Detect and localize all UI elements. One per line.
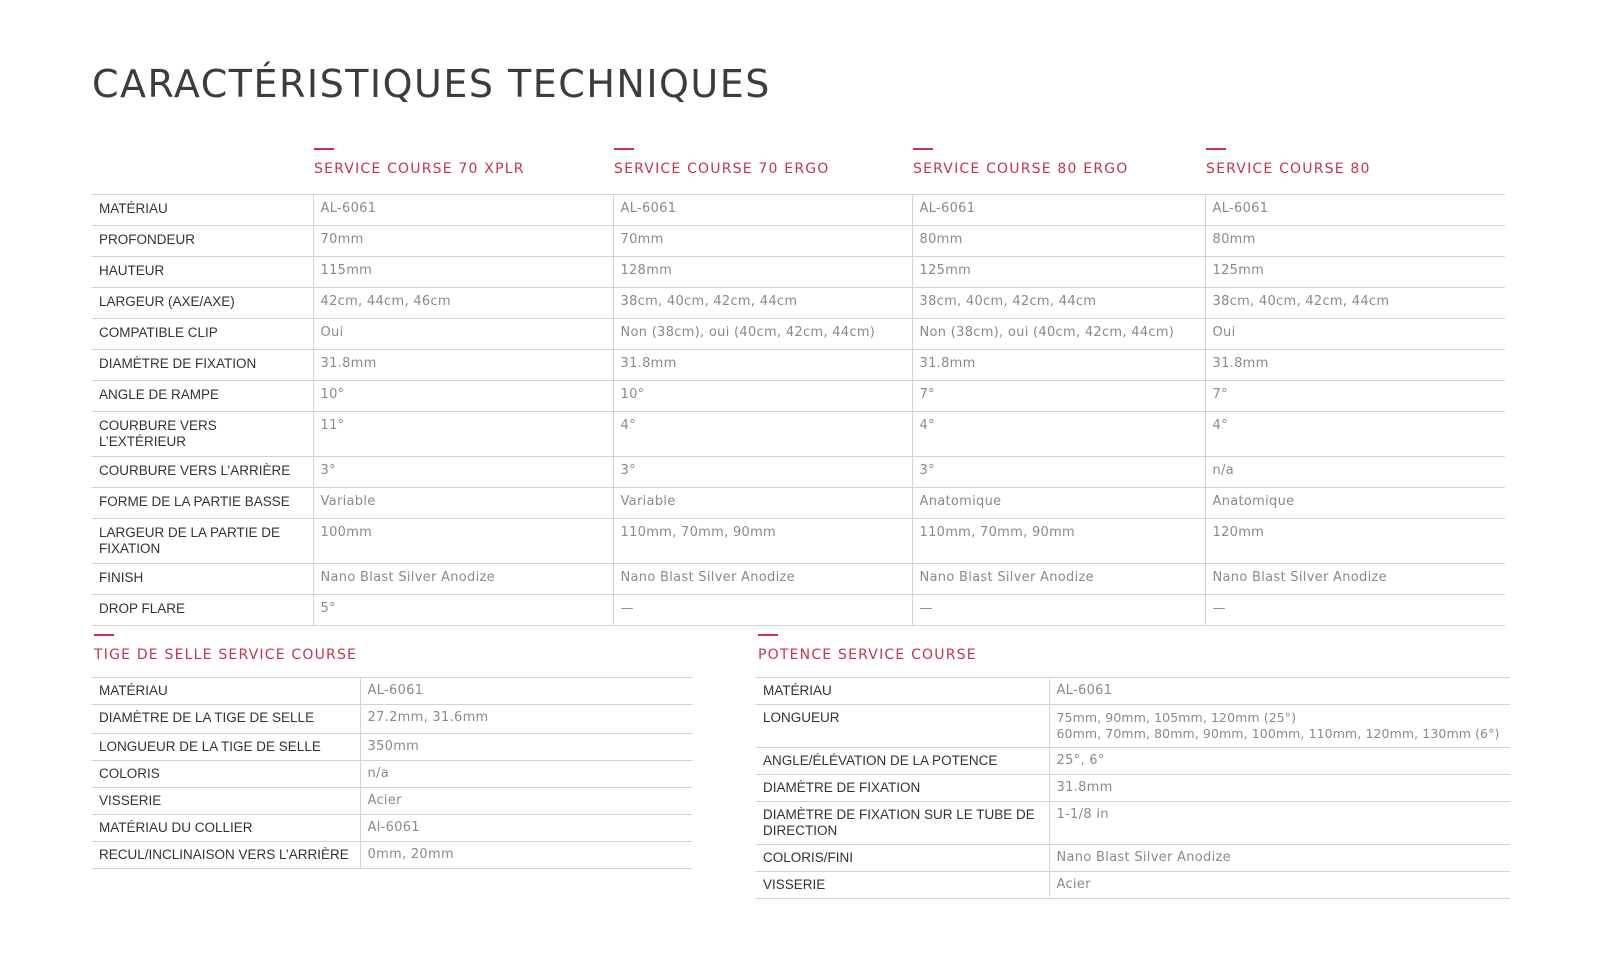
- table-row: [756, 802, 1510, 845]
- row-label: DIAMÈTRE DE FIXATION SUR LE TUBE DE DIRECTION: [756, 802, 1049, 845]
- cell-value: n/a: [1205, 457, 1505, 488]
- row-label: COURBURE VERS L’EXTÉRIEUR: [92, 412, 313, 457]
- table-row: [92, 519, 1505, 564]
- row-label: COURBURE VERS L’ARRIÈRE: [92, 457, 313, 488]
- table-row: [92, 350, 1505, 381]
- table-row: [92, 678, 692, 705]
- column-title: SERVICE COURSE 80: [1206, 161, 1371, 177]
- cell-value: 5°: [313, 595, 613, 626]
- row-label: DIAMÈTRE DE FIXATION: [756, 775, 1049, 802]
- table-row: [92, 595, 1505, 626]
- column-header: [614, 148, 830, 178]
- cell-value: Oui: [1205, 319, 1505, 350]
- cell-value: [1049, 802, 1510, 845]
- cell-value: 70mm: [613, 226, 912, 257]
- table-row: [756, 775, 1510, 802]
- cell-value: 110mm, 70mm, 90mm: [912, 519, 1205, 564]
- cell-value: 38cm, 40cm, 42cm, 44cm: [613, 288, 912, 319]
- column-header: [913, 148, 1129, 178]
- accent-dash: [758, 634, 778, 636]
- cell-value: 110mm, 70mm, 90mm: [613, 519, 912, 564]
- cell-value: [1049, 872, 1510, 899]
- cell-value: 11°: [313, 412, 613, 457]
- table-row: [92, 412, 1505, 457]
- main-table-header: [0, 148, 1600, 178]
- table-row: [92, 195, 1505, 226]
- handlebar-specs-table: [92, 194, 1505, 626]
- cell-value: Variable: [613, 488, 912, 519]
- cell-value: 42cm, 44cm, 46cm: [313, 288, 613, 319]
- table-row: [92, 761, 692, 788]
- cell-value: Non (38cm), oui (40cm, 42cm, 44cm): [613, 319, 912, 350]
- row-label: COMPATIBLE CLIP: [92, 319, 313, 350]
- row-label: LONGUEUR DE LA TIGE DE SELLE: [92, 734, 360, 761]
- cell-value: n/a: [360, 761, 692, 788]
- cell-value: AL-6061: [1205, 195, 1505, 226]
- table-row: [756, 705, 1510, 748]
- cell-value: 128mm: [613, 257, 912, 288]
- cell-value: Anatomique: [1205, 488, 1505, 519]
- cell-value: Variable: [313, 488, 613, 519]
- cell-value: AL-6061: [313, 195, 613, 226]
- row-label: FINISH: [92, 564, 313, 595]
- value-line: Acier: [1056, 877, 1091, 892]
- cell-value: [1049, 845, 1510, 872]
- row-label: RECUL/INCLINAISON VERS L’ARRIÈRE: [92, 842, 360, 869]
- cell-value: Anatomique: [912, 488, 1205, 519]
- table-row: [92, 457, 1505, 488]
- section-title: POTENCE SERVICE COURSE: [758, 647, 977, 663]
- section-title: TIGE DE SELLE SERVICE COURSE: [94, 647, 358, 663]
- cell-value: [1049, 775, 1510, 802]
- row-label: VISSERIE: [92, 788, 360, 815]
- cell-value: 31.8mm: [613, 350, 912, 381]
- table-row: [92, 288, 1505, 319]
- row-label: DIAMÈTRE DE LA TIGE DE SELLE: [92, 705, 360, 734]
- accent-dash: [913, 148, 933, 150]
- cell-value: —: [613, 595, 912, 626]
- cell-value: 115mm: [313, 257, 613, 288]
- column-title: SERVICE COURSE 80 ERGO: [913, 161, 1129, 177]
- cell-value: 7°: [912, 381, 1205, 412]
- cell-value: AL-6061: [360, 678, 692, 705]
- value-line: 31.8mm: [1056, 780, 1113, 795]
- row-label: FORME DE LA PARTIE BASSE: [92, 488, 313, 519]
- cell-value: 80mm: [912, 226, 1205, 257]
- cell-value: AL-6061: [912, 195, 1205, 226]
- column-title: SERVICE COURSE 70 ERGO: [614, 161, 830, 177]
- table-row: [756, 748, 1510, 775]
- value-line: 1-1/8 in: [1056, 807, 1109, 822]
- value-line: AL-6061: [1056, 683, 1113, 698]
- row-label: MATÉRIAU DU COLLIER: [92, 815, 360, 842]
- cell-value: 70mm: [313, 226, 613, 257]
- cell-value: 10°: [313, 381, 613, 412]
- table-row: [92, 705, 692, 734]
- cell-value: 38cm, 40cm, 42cm, 44cm: [1205, 288, 1505, 319]
- column-title: SERVICE COURSE 70 XPLR: [314, 161, 525, 177]
- cell-value: 125mm: [1205, 257, 1505, 288]
- cell-value: AL-6061: [613, 195, 912, 226]
- row-label: LARGEUR (AXE/AXE): [92, 288, 313, 319]
- cell-value: 10°: [613, 381, 912, 412]
- table-row: [92, 257, 1505, 288]
- row-label: MATÉRIAU: [756, 678, 1049, 705]
- cell-value: 3°: [912, 457, 1205, 488]
- row-label: DIAMÈTRE DE FIXATION: [92, 350, 313, 381]
- cell-value: 3°: [613, 457, 912, 488]
- cell-value: 31.8mm: [1205, 350, 1505, 381]
- page-title: CARACTÉRISTIQUES TECHNIQUES: [92, 62, 771, 106]
- cell-value: 0mm, 20mm: [360, 842, 692, 869]
- cell-value: 38cm, 40cm, 42cm, 44cm: [912, 288, 1205, 319]
- table-row: [756, 845, 1510, 872]
- value-line-2: 60mm, 70mm, 80mm, 90mm, 100mm, 110mm, 120mm, 130mm (6°): [1056, 726, 1500, 741]
- cell-value: 4°: [912, 412, 1205, 457]
- cell-value: 80mm: [1205, 226, 1505, 257]
- cell-value: Non (38cm), oui (40cm, 42cm, 44cm): [912, 319, 1205, 350]
- cell-value: Al-6061: [360, 815, 692, 842]
- table-row: [92, 319, 1505, 350]
- row-label: HAUTEUR: [92, 257, 313, 288]
- cell-value: 120mm: [1205, 519, 1505, 564]
- cell-value: Nano Blast Silver Anodize: [1205, 564, 1505, 595]
- table-row: [92, 564, 1505, 595]
- seatpost-heading: [94, 634, 357, 664]
- table-row: [756, 678, 1510, 705]
- row-label: COLORIS/FINI: [756, 845, 1049, 872]
- cell-value: [1049, 748, 1510, 775]
- cell-value: [1049, 705, 1510, 748]
- table-row: [92, 815, 692, 842]
- table-row: [756, 872, 1510, 899]
- cell-value: 350mm: [360, 734, 692, 761]
- accent-dash: [614, 148, 634, 150]
- cell-value: 4°: [1205, 412, 1505, 457]
- cell-value: Nano Blast Silver Anodize: [313, 564, 613, 595]
- table-row: [92, 788, 692, 815]
- row-label: PROFONDEUR: [92, 226, 313, 257]
- cell-value: Nano Blast Silver Anodize: [613, 564, 912, 595]
- cell-value: Oui: [313, 319, 613, 350]
- cell-value: —: [912, 595, 1205, 626]
- cell-value: 100mm: [313, 519, 613, 564]
- row-label: MATÉRIAU: [92, 678, 360, 705]
- value-line: Nano Blast Silver Anodize: [1056, 850, 1231, 865]
- table-row: [92, 381, 1505, 412]
- cell-value: 4°: [613, 412, 912, 457]
- table-row: [92, 842, 692, 869]
- cell-value: 7°: [1205, 381, 1505, 412]
- accent-dash: [314, 148, 334, 150]
- column-header: [314, 148, 525, 178]
- seatpost-specs-table: [92, 677, 692, 869]
- cell-value: 3°: [313, 457, 613, 488]
- row-label: MATÉRIAU: [92, 195, 313, 226]
- row-label: VISSERIE: [756, 872, 1049, 899]
- table-row: [92, 226, 1505, 257]
- row-label: LARGEUR DE LA PARTIE DE FIXATION: [92, 519, 313, 564]
- accent-dash: [94, 634, 114, 636]
- cell-value: [1049, 678, 1510, 705]
- cell-value: Nano Blast Silver Anodize: [912, 564, 1205, 595]
- cell-value: Acier: [360, 788, 692, 815]
- value-line: 25°, 6°: [1056, 753, 1105, 768]
- stem-specs-table: [756, 677, 1510, 899]
- column-header: [1206, 148, 1371, 178]
- row-label: ANGLE/ÉLÉVATION DE LA POTENCE: [756, 748, 1049, 775]
- row-label: LONGUEUR: [756, 705, 1049, 748]
- stem-heading: [758, 634, 977, 664]
- accent-dash: [1206, 148, 1226, 150]
- row-label: DROP FLARE: [92, 595, 313, 626]
- value-line: 75mm, 90mm, 105mm, 120mm (25°): [1056, 710, 1297, 725]
- cell-value: —: [1205, 595, 1505, 626]
- table-row: [92, 734, 692, 761]
- cell-value: 27.2mm, 31.6mm: [360, 705, 692, 734]
- row-label: ANGLE DE RAMPE: [92, 381, 313, 412]
- table-row: [92, 488, 1505, 519]
- row-label: COLORIS: [92, 761, 360, 788]
- cell-value: 31.8mm: [912, 350, 1205, 381]
- cell-value: 31.8mm: [313, 350, 613, 381]
- cell-value: 125mm: [912, 257, 1205, 288]
